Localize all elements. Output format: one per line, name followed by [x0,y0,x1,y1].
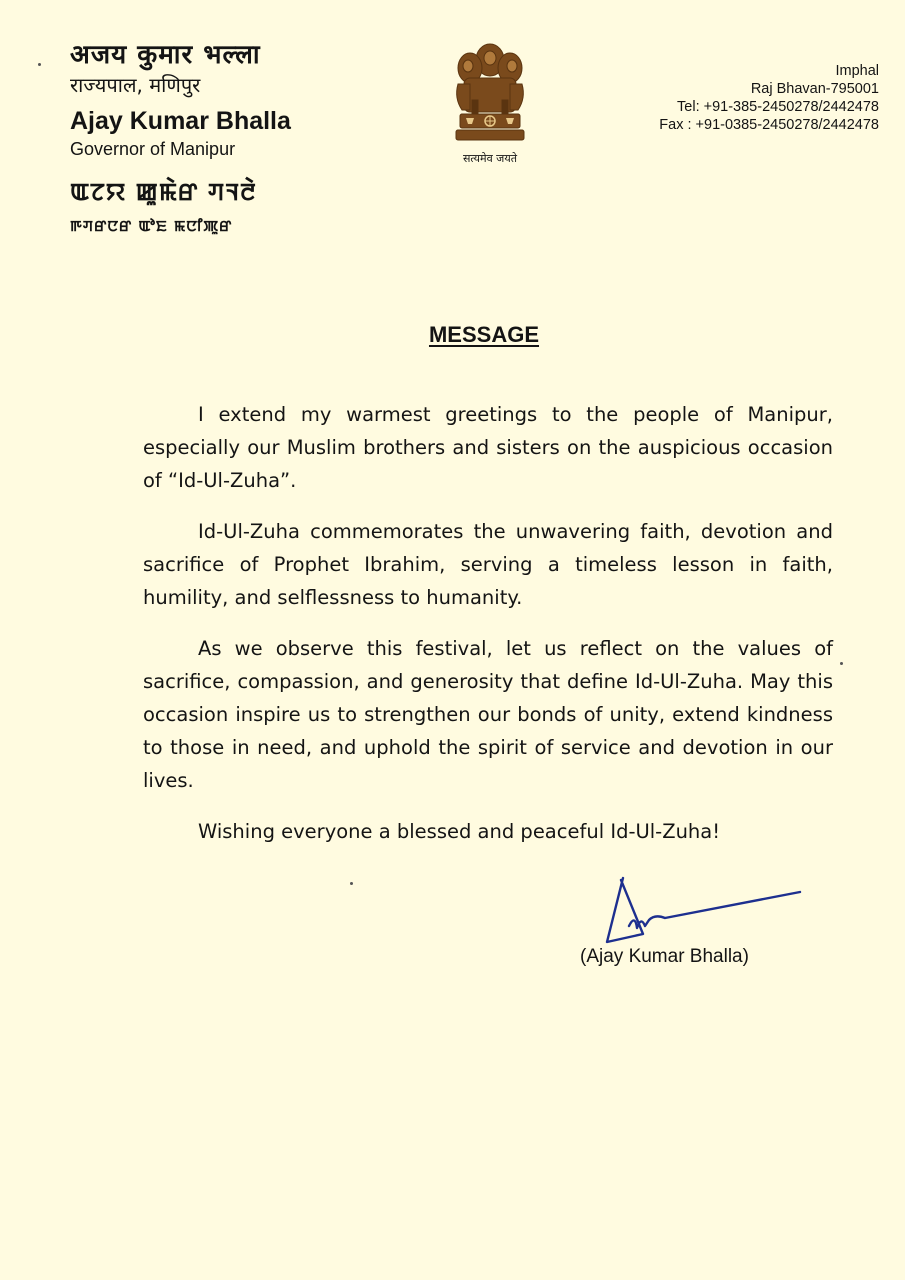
signatory-name: (Ajay Kumar Bhalla) [580,946,749,967]
emblem-motto: सत्यमेव जयते [462,152,517,165]
address-city: Imphal [835,63,879,79]
message-paragraph-2: Id-Ul-Zuha commemorates the unwavering faith, devotion and sacrifice of Prophet Ibrahim, serving a timeless lesson in faith, humility, and selflessness to humanity. [143,520,833,609]
meitei-title: ꯒꯚꯔꯅꯔ ꯑꯣꯐ ꯃꯅꯤꯄꯨꯔ [70,217,233,235]
address-block [579,62,879,134]
message-paragraph-3: As we observe this festival, let us reflect on the values of sacrifice, compassion, and generosity that define Id-Ul-Zuha. May this occasion inspire us to strengthen our bonds of unity, extend kindness to those in need, and uphold the spirit of service and devotion in our lives. [143,637,833,792]
hindi-name: अजय कुमार भल्ला [70,40,261,70]
message-body [143,398,833,866]
english-name: Ajay Kumar Bhalla [70,107,291,135]
lion-capital-icon [440,38,540,150]
message-heading: MESSAGE [428,322,540,347]
message-paragraph-4: Wishing everyone a blessed and peaceful Id-Ul-Zuha! [198,820,721,843]
meitei-name: ꯑꯖꯌ ꯀꯨꯃꯥꯔ ꯚꯜꯂꯥ [70,178,257,206]
paper-speck [840,662,843,665]
address-postal: Raj Bhavan-795001 [750,81,879,97]
address-fax: Fax : +91-0385-2450278/2442478 [659,117,879,133]
address-tel: Tel: +91-385-2450278/2442478 [677,99,879,115]
handwritten-signature [585,870,815,950]
hindi-title: राज्यपाल, मणिपुर [70,73,201,97]
english-title: Governor of Manipur [70,139,236,159]
paper-speck [350,882,353,885]
message-paragraph-1: I extend my warmest greetings to the people of Manipur, especially our Muslim brothers and sisters on the auspicious occasion of “Id-Ul-Zuha”. [143,403,833,492]
paper-speck [38,63,41,66]
national-emblem [440,38,540,170]
letterhead-left [70,40,370,237]
